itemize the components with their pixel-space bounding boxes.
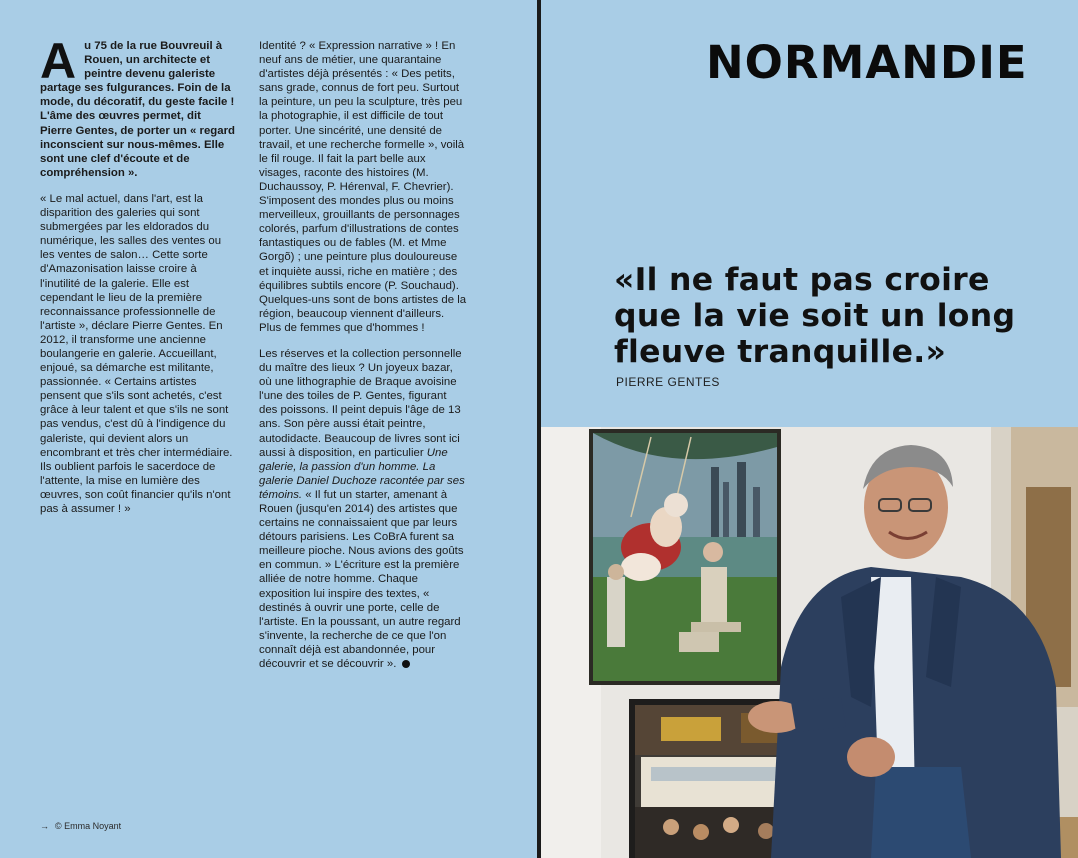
body-paragraph-1: « Le mal actuel, dans l'art, est la disparition des galeries qui sont submergées par les eldorados du numérique, les salles des ventes ou les ventes de salon… Cette sorte d'Amazonisation laisse croire à l'inutilité de la galerie. Elle est cependant le lieu de la première reconnaissance professionnelle de l'artiste », déclare Pierre Gentes. En 2012, il transforme une ancienne boulangerie en galerie. Accueillant, enjoué, sa démarche est militante, passionnée. « Certains artistes pensent que s'ils sont achetés, c'est grâce à leur talent et que s'ils ne sont pas vendus, c'est dû à l'indigence du galeriste, qui devient alors un encombrant et très cher intermédiaire. Ils oublient parfois le sacerdoce de l'attente, la mise en lumière des œuvres, son coût financier qu'ils n'ont pas à assumer ! » [40,192,233,515]
section-kicker: NORMANDIE [706,36,1028,89]
arrow-right-icon: → [40,821,49,831]
credit-text: © Emma Noyant [55,821,122,831]
lede-text: u 75 de la rue Bouvreuil à Rouen, un architecte et peintre devenu galeriste partage ses fulgurances. Foin de la mode, du décoratif, du geste facile ! L'âme des œuvres permet, dit Pierre Gentes, de porter un « regard inconscient sur nous-mêmes. Elle sont une clef d'écoute et de compréhension ». [40,40,235,179]
book-title: Une galerie, la passion d'un homme. La galerie Daniel Duchoze racontée par ses témoins. [259,446,465,501]
pull-quote: «Il ne faut pas croire que la vie soit un long fleuve tranquille.» [614,262,1016,370]
body-paragraph-3 [259,347,467,671]
column-2 [259,39,467,671]
column-1 [40,33,236,516]
quote-author: PIERRE GENTES [616,375,720,389]
paragraph-3-rest: « Il fut un starter, amenant à Rouen (jusqu'en 2014) des artistes que certains ne connaissaient que par leurs détours parisiens. Les CoBrA furent sa meilleure pioche. Nous avions des goûts en commun. » L'écriture est la première alliée de notre homme. Chaque exposition lui inspire des textes, « destinés à ouvrir une porte, celle de l'artiste. En la poussant, un autre regard s'invente, la recherche de ce que l'on connaît déjà est abandonnée, pour découvrir et se découvrir ». [259,488,464,671]
drop-cap: A [40,33,77,89]
lede-paragraph [40,33,236,180]
body-paragraph-2: Identité ? « Expression narrative » ! En neuf ans de métier, une quarantaine d'artistes déjà présentés : « Des petits, sans grade, connus de fort peu. Surtout la peinture, un peu la sculpture, très peu la photographie, il est difficile de tout porter. Une sincérité, une densité de travail, et une recherche formelle », voilà le fil rouge. Il fait la part belle aux visages, raconte des histoires (M. Duchaussoy, P. Hérenval, F. Chevrier). S'imposent des mondes plus ou moins merveilleux, grouillants de personnages colorés, parfum d'illustrations de contes fantastiques ou de fables (M. et Mme Gorgõ) ; une peinture plus douloureuse et inquiète aussi, riche en matière ; des équilibres subtils encore (P. Souchaud). Quelques-uns sont de bons artistes de la région, beaucoup viennent d'ailleurs. Plus de femmes que d'hommes ! [259,40,467,334]
paragraph-3-intro: Les réserves et la collection personnelle du maître des lieux ? Un joyeux bazar, où une lithographie de Braque avoisine l'une des toiles de P. Gentes, figurant des poissons. Il peint depuis l'âge de 13 ans. Son père aussi était peintre, autodidacte. Beaucoup de livres sont ici aussi à disposition, en particulier [259,347,462,459]
left-page [0,0,537,858]
photo-credit [40,821,121,831]
end-dot-icon [402,660,410,668]
painting-swing [589,429,781,685]
gallery-photo [541,427,1078,858]
